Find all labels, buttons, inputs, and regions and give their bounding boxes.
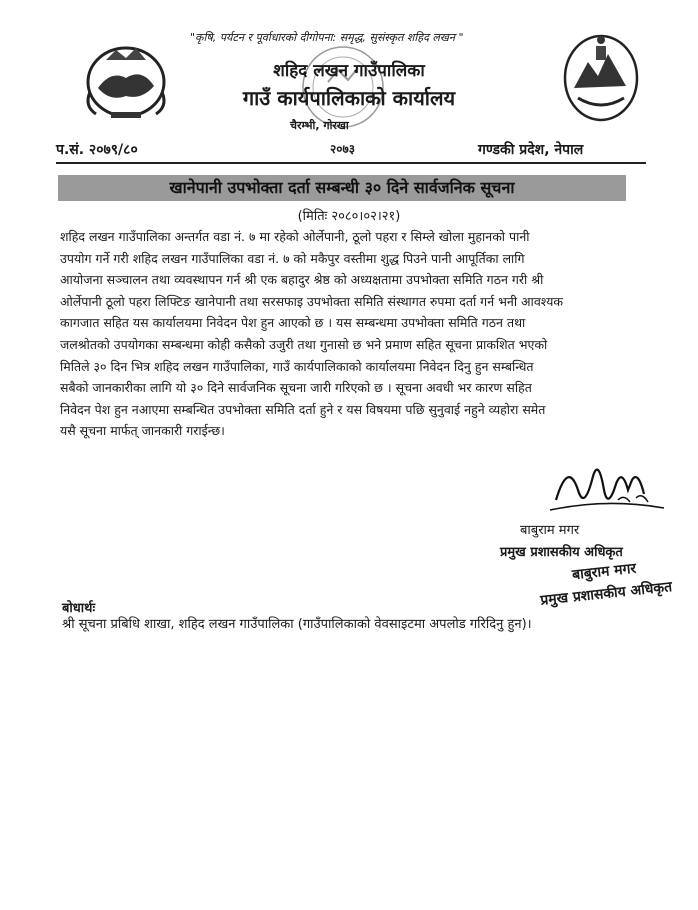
province-name: गण्डकी प्रदेश, नेपाल <box>478 142 584 158</box>
office-address: चैरम्भी, गोरखा <box>290 119 349 132</box>
body-line: सबैको जानकारीका लागि यो ३० दिने सार्वजनिक सूचना जारी गरिएको छ । सूचना अवधी भर कारण सहित <box>60 380 532 396</box>
header-divider <box>56 162 646 164</box>
body-line: ओर्लेपानी ठूलो पहरा लिफ्टिङ खानेपानी तथा सरसफाइ उपभोक्ता समिति संस्थागत रुपमा दर्ता गर्न भनी आवश्यक <box>60 293 563 309</box>
establishment-year: २०७३ <box>330 142 355 156</box>
office-name: गाउँ कार्यपालिकाको कार्यालय <box>242 86 456 110</box>
body-line: उपयोग गर्ने गरी शहिद लखन गाउँपालिका वडा नं. ७ को मकैपुर वस्तीमा शुद्ध पिउने पानी आपूर्तिका लागि <box>60 250 525 266</box>
notice-body <box>60 226 636 442</box>
body-line: यसै सूचना मार्फत् जानकारी गराईन्छ। <box>60 423 225 439</box>
body-line: कागजात सहित यस कार्यालयमा निवेदन पेश हुन आएको छ । यस सम्बन्धमा उपभोक्ता समिति गठन तथा <box>60 315 526 331</box>
notice-subject: खानेपानी उपभोक्ता दर्ता सम्बन्धी ३० दिने सार्वजनिक सूचना <box>169 178 515 197</box>
reference-number: प.सं. २०७९/८० <box>56 142 138 158</box>
body-line: मितिले ३० दिन भित्र शहिद लखन गाउँपालिका, गाउँ कार्यपालिकाको कार्यालयमा निवेदन दिनु हुन सम्बन्धित <box>60 358 534 374</box>
stamp-signer-post: प्रमुख प्रशासकीय अधिकृत <box>539 579 673 609</box>
body-line: निवेदन पेश हुन नआएमा सम्बन्धित उपभोक्ता समिति दर्ता हुने र यस विषयमा पछि सुनुवाई नहुने व्यहोरा समेत <box>60 401 546 417</box>
stamp-signer-name: बाबुराम मगर <box>571 560 637 584</box>
notice-date: (मितिः २०८०।०२।२१) <box>297 209 401 224</box>
body-line: आयोजना सञ्चालन तथा व्यवस्थापन गर्न श्री एक बहादुर श्रेष्ठ को अध्यक्षतामा उपभोक्ता समिति गठन गरी श्री <box>60 272 544 288</box>
notice-subject-banner <box>58 175 626 201</box>
motto: "कृषि, पर्यटन र पूर्वाधारको दीगोपना: समृद्ध, सुसंस्कृत शहिद लखन " <box>190 31 464 44</box>
body-line: जलश्रोतको उपयोगका सम्बन्धमा कोही कसैको उजुरी तथा गुनासो छ भने प्रमाण सहित सूचना प्राकशित भएको <box>60 336 548 352</box>
handwritten-signature-icon <box>548 450 668 525</box>
body-line: शहिद लखन गाउँपालिका अन्तर्गत वडा नं. ७ मा रहेको ओर्लेपानी, ठूलो पहरा र सिम्ले खोला मुहानको पानी <box>60 229 530 244</box>
signer-name: बाबुराम मगर <box>520 523 580 538</box>
signer-post: प्रमुख प्रशासकीय अधिकृत <box>500 545 623 560</box>
org-name: शहिद लखन गाउँपालिका <box>273 61 425 81</box>
cc-recipient: श्री सूचना प्रबिधि शाखा, शहिद लखन गाउँपालिका (गाउँपालिकाको वेवसाइटमा अपलोड गरिदिनु हुन)। <box>62 617 532 632</box>
cc-label: बोधार्थः <box>62 601 96 616</box>
